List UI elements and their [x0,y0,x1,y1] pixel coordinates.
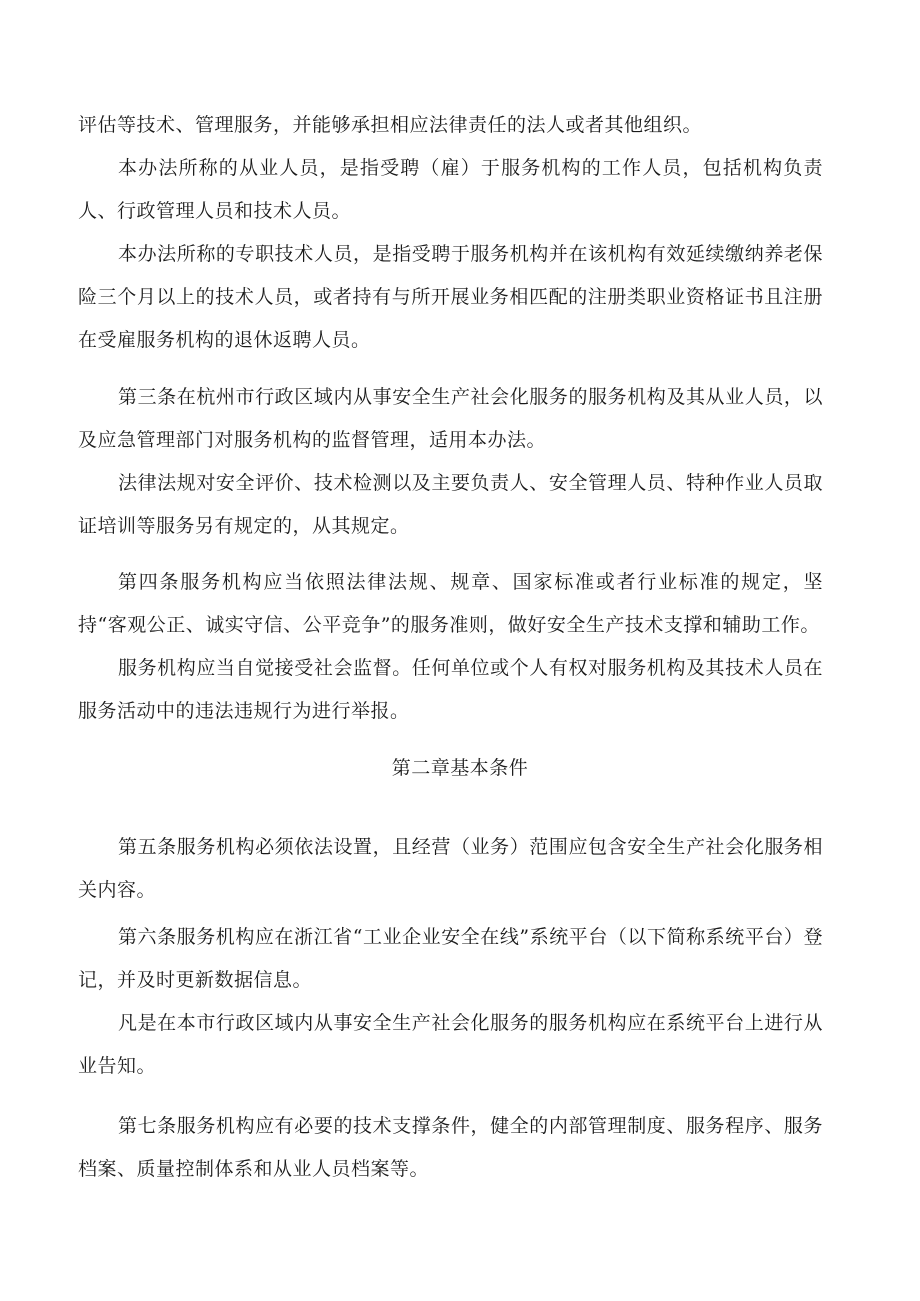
paragraph-practitioners-definition: 本办法所称的从业人员，是指受聘（雇）于服务机构的工作人员，包括机构负责人、行政管理人员和技术人员。 [78,157,823,222]
paragraph-continuation-definition: 评估等技术、管理服务，并能够承担相应法律责任的法人或者其他组织。 [78,114,703,136]
paragraph-article-3: 第三条在杭州市行政区域内从事安全生产社会化服务的服务机构及其从业人员，以及应急管理部门对服务机构的监督管理，适用本办法。 [78,386,823,451]
paragraph-article-3-exception: 法律法规对安全评价、技术检测以及主要负责人、安全管理人员、特种作业人员取证培训等服务另有规定的，从其规定。 [78,472,823,537]
chapter-heading: 第二章基本条件 [391,757,529,779]
paragraph-technical-staff-definition: 本办法所称的专职技术人员，是指受聘于服务机构并在该机构有效延续缴纳养老保险三个月以上的技术人员，或者持有与所开展业务相匹配的注册类职业资格证书且注册在受雇服务机构的退休返聘人员。 [78,243,823,351]
paragraph-article-6-notice: 凡是在本市行政区域内从事安全生产社会化服务的服务机构应在系统平台上进行从业告知。 [78,1012,823,1077]
paragraph-article-4: 第四条服务机构应当依照法律法规、规章、国家标准或者行业标准的规定，坚持“客观公正、诚实守信、公平竞争”的服务准则，做好安全生产技术支撑和辅助工作。 [78,571,823,636]
paragraph-article-7: 第七条服务机构应有必要的技术支撑条件，健全的内部管理制度、服务程序、服务档案、质量控制体系和从业人员档案等。 [78,1115,823,1180]
paragraph-article-4-supervision: 服务机构应当自觉接受社会监督。任何单位或个人有权对服务机构及其技术人员在服务活动中的违法违规行为进行举报。 [78,657,823,722]
paragraph-article-6: 第六条服务机构应在浙江省“工业企业安全在线”系统平台（以下简称系统平台）登记，并及时更新数据信息。 [78,926,823,991]
paragraph-article-5: 第五条服务机构必须依法设置，且经营（业务）范围应包含安全生产社会化服务相关内容。 [78,836,823,901]
